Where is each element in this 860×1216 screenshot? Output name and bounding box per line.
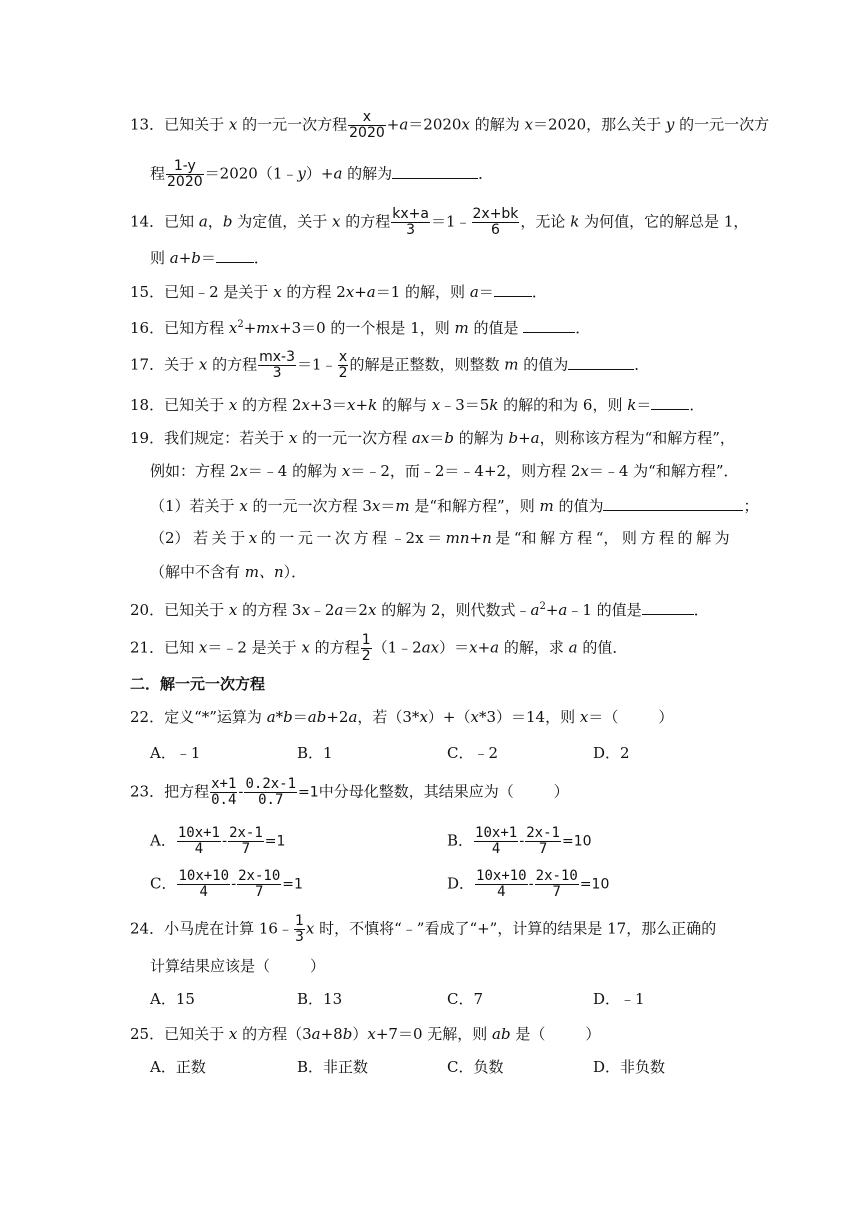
q19-answer-blank-1[interactable]	[603, 495, 743, 511]
q17-fraction-1: $\frac{mx-3}{3}$	[259, 349, 296, 381]
q23-d-fraction-1: $\frac{10x+10}{4}$	[476, 868, 527, 900]
q18: 18．已知关于 x 的方程 2x+3＝x+k 的解与 x﹣3＝5k 的解的和为 6，则 k＝ ．	[130, 396, 705, 414]
q23-c-fraction-1: $\frac{10x+10}{4}$	[178, 868, 230, 900]
q19-line2: 例如：方程 2x＝﹣4 的解为 x＝﹣2，而﹣2＝﹣4+2，则方程 2x＝﹣4 为“和解方程”．	[150, 462, 739, 480]
q14-line1: 14．已知 a，b 为定值，关于 x 的方程 $\frac{kx+a}{3}$ ＝1﹣ $\frac{2x+bk}{6}$ ，无论 k 为何值，它的解总是 1，	[130, 206, 749, 238]
q24-option-a[interactable]: A．15	[150, 990, 195, 1008]
q24-option-c[interactable]: C．7	[447, 990, 484, 1008]
q22-option-c[interactable]: C．﹣2	[447, 744, 499, 762]
q24-line1: 24．小马虎在计算 16﹣ $\frac{1}{3}$ x 时，不慎将“﹣”看成了“+”，计算的结果是 17，那么正确的	[130, 913, 717, 945]
q25-option-b[interactable]: B．非正数	[297, 1058, 369, 1076]
q23-b-fraction-2: $\frac{2x-1}{7}$	[526, 825, 560, 857]
q17-fraction-2: $\frac{x}{2}$	[338, 349, 348, 381]
q13-answer-blank[interactable]	[392, 163, 478, 179]
q14-answer-blank[interactable]	[216, 247, 254, 263]
q15-number: 15．	[130, 283, 165, 301]
q23-option-a[interactable]: A． $\frac{10x+1}{4}$ - $\frac{2x-1}{7}$ =1	[150, 825, 286, 857]
q14-fraction-1: $\frac{kx+a}{3}$	[392, 206, 429, 238]
q17-answer-blank[interactable]	[568, 354, 634, 370]
q20-number: 20．	[130, 601, 165, 619]
q23-c-fraction-2: $\frac{2x-10}{7}$	[238, 868, 281, 900]
q22-option-b[interactable]: B．1	[297, 744, 333, 762]
q19-number: 19．	[130, 429, 165, 447]
q25: 25．已知关于 x 的方程（3a+8b）x+7＝0 无解，则 ab 是（ ）	[130, 1025, 601, 1043]
q23: 23．把方程 $\frac{x+1}{0.4}$ - $\frac{0.2x-1}{0.7}$ =1中分母化整数，其结果应为（ ）	[130, 776, 569, 808]
q17: 17．关于 x 的方程 $\frac{mx-3}{3}$ ＝1﹣ $\frac{x}{2}$ 的解是正整数，则整数 m 的值为 ．	[130, 349, 650, 381]
q22: 22．定义“*”运算为 a*b＝ab+2a，若（3*x）+（x*3）＝14，则 x＝（ ）	[130, 708, 674, 726]
q22-option-d[interactable]: D．2	[593, 744, 630, 762]
q15-answer-blank[interactable]	[494, 281, 532, 297]
q14-fraction-2: $\frac{2x+bk}{6}$	[472, 206, 519, 238]
q13-fraction-2: $\frac{1-y}{2020}$	[167, 158, 203, 190]
q16-number: 16．	[130, 319, 165, 337]
q18-answer-blank[interactable]	[651, 394, 689, 410]
q19-line3: （1）若关于 x 的一元一次方程 3x＝m 是“和解方程”，则 m 的值为 ；	[150, 497, 759, 515]
q21-number: 21．	[130, 638, 165, 657]
q25-number: 25．	[130, 1025, 165, 1043]
q23-a-fraction-1: $\frac{10x+1}{4}$	[177, 825, 220, 857]
q21-fraction: $\frac{1}{2}$	[361, 632, 371, 664]
q23-option-c[interactable]: C． $\frac{10x+10}{4}$ - $\frac{2x-10}{7}$ =1	[150, 868, 303, 900]
q24-number: 24．	[130, 919, 165, 938]
q21: 21．已知 x＝﹣2 是关于 x 的方程 $\frac{1}{2}$ （1﹣2ax）＝x+a 的解，求 a 的值．	[130, 632, 628, 664]
q23-option-b[interactable]: B． $\frac{10x+1}{4}$ - $\frac{2x-1}{7}$ =10	[447, 825, 592, 857]
q14-number: 14．	[130, 212, 165, 231]
q24-option-b[interactable]: B．13	[297, 990, 343, 1008]
q13-line1: 13．已知关于 x 的一元一次方程 $\frac{x}{2020}$ +a＝2020x 的解为 x＝2020，那么关于 y 的一元一次方	[130, 109, 770, 141]
q23-number: 23．	[130, 782, 165, 801]
q13-fraction-1: $\frac{x}{2020}$	[349, 109, 385, 141]
q24-line2: 计算结果应该是（ ）	[150, 957, 326, 975]
q23-fraction-2: $\frac{0.2x-1}{0.7}$	[245, 776, 297, 808]
q16: 16．已知方程 $x^2+mx+3=0$ 的一个根是 1，则 m 的值是 ．	[130, 319, 591, 337]
q20: 20．已知关于 x 的方程 3x﹣2a＝2x 的解为 2，则代数式$﹣a^2+a﹣1$ 的值是 ．	[130, 601, 709, 619]
section-heading: 二．解一元一次方程	[130, 675, 266, 693]
q16-answer-blank[interactable]	[523, 317, 575, 333]
q14-line2: 则 a+b＝ ．	[150, 249, 269, 267]
q22-option-a[interactable]: A．﹣1	[150, 744, 201, 762]
q19-line4: （2） 若 关 于 x 的 一 元 一 次 方 程 ﹣2x ＝ mn+n 是 “和 解 方 程 “， 则 方 程 的 解 为	[150, 529, 730, 547]
q23-a-fraction-2: $\frac{2x-1}{7}$	[229, 825, 263, 857]
q22-number: 22．	[130, 708, 165, 726]
q19-line1: 19．我们规定：若关于 x 的一元一次方程 ax＝b 的解为 b+a，则称该方程为“和解方程”，	[130, 429, 735, 447]
q20-answer-blank[interactable]	[642, 599, 694, 615]
q13-number: 13．	[130, 115, 165, 134]
q15: 15．已知﹣2 是关于 x 的方程 2x+a＝1 的解，则 a＝ ．	[130, 283, 547, 301]
q13-line2: 程 $\frac{1-y}{2020}$ ＝2020（1﹣y）+a 的解为 ．	[150, 158, 494, 190]
q24-fraction: $\frac{1}{3}$	[294, 913, 304, 945]
q25-option-a[interactable]: A．正数	[150, 1058, 206, 1076]
q24-option-d[interactable]: D．﹣1	[593, 990, 645, 1008]
q23-d-fraction-2: $\frac{2x-10}{7}$	[535, 868, 578, 900]
q23-fraction-1: $\frac{x+1}{0.4}$	[211, 776, 237, 808]
q25-option-c[interactable]: C．负数	[447, 1058, 504, 1076]
q23-b-fraction-1: $\frac{10x+1}{4}$	[475, 825, 518, 857]
q25-option-d[interactable]: D．非负数	[593, 1058, 666, 1076]
q17-number: 17．	[130, 355, 165, 374]
q18-number: 18．	[130, 396, 165, 414]
q19-line5: （解中不含有 m、n）．	[150, 563, 307, 581]
q23-option-d[interactable]: D． $\frac{10x+10}{4}$ - $\frac{2x-10}{7}$ =10	[447, 868, 610, 900]
